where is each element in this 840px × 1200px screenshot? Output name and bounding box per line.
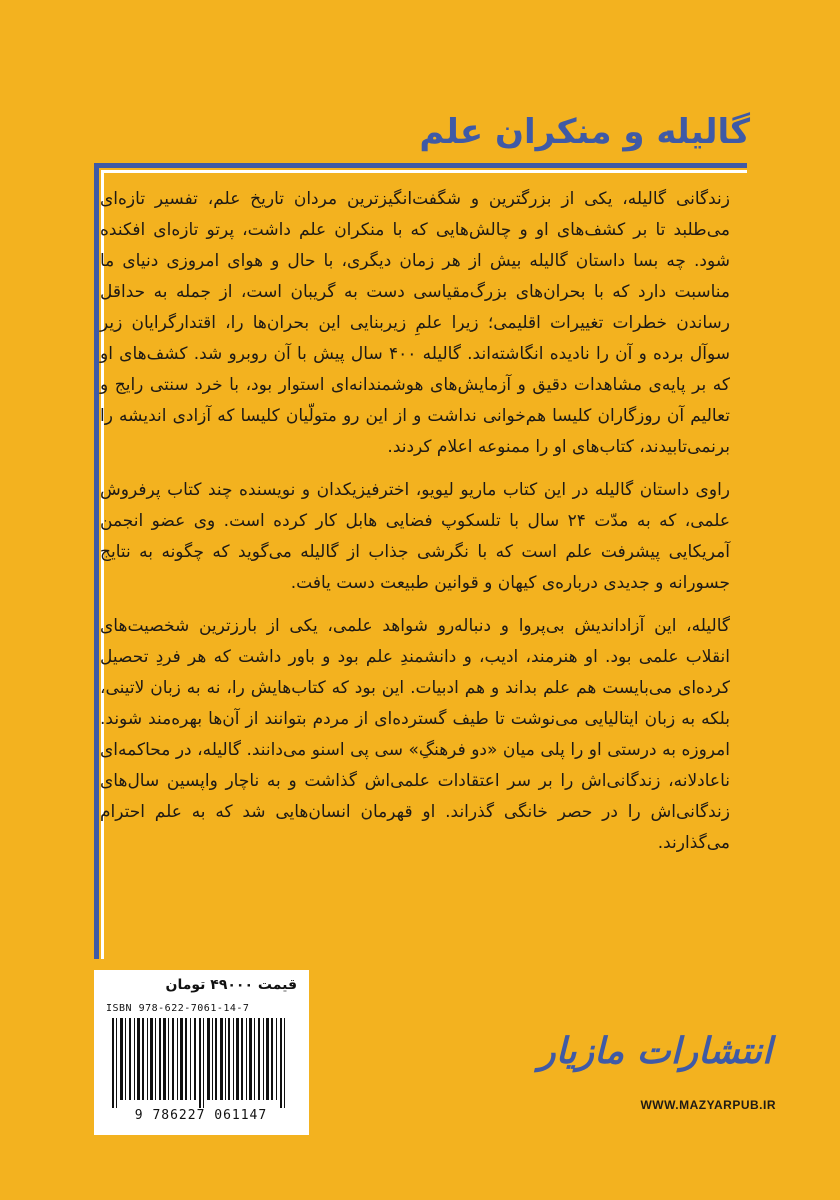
barcode-number: 9 786227 061147 <box>134 1108 268 1123</box>
book-title: گالیله و منکران علم <box>419 112 750 152</box>
publisher-logo: انتشارات مازیار <box>538 1030 772 1072</box>
blurb-paragraph-3: گالیله، این آزاداندیش بی‌پروا و دنباله‌رو شواهد علمی، یکی از بارزترین شخصیت‌های انقلاب علمی بود. او هنرمند، ادیب، و دانشمندِ علم بود و باور داشت که هر فردِ تحصیل کرده‌ای می‌بایست هم علم بداند و هم ادبیات. این بود که کتاب‌هایش را، نه به زبان لاتینی، بلکه به زبان ایتالیایی می‌نوشت تا طیف گسترده‌ای از مردم بتوانند از آن‌ها بهره‌مند شوند. امروزه به درستی او را پلی میان «دو فرهنگِ» سی پی اسنو می‌دانند. گالیله، در محاکمه‌ای ناعادلانه، زندگانی‌اش را بر سر اعتقادات علمی‌اش گذاشت و به ناچار واپسین سال‌های زندگانی‌اش را در حصر خانگی گذراند. او قهرمان انسان‌هایی شد که به علم احترام می‌گذارند. <box>100 616 730 853</box>
frame-top-white-line <box>101 170 747 173</box>
frame-left-blue-line <box>94 163 99 959</box>
barcode-panel <box>94 970 309 1135</box>
blurb-text <box>100 184 730 871</box>
isbn-label: ISBN 978-622-7061-14-7 <box>106 1003 250 1014</box>
publisher-website: WWW.MAZYARPUB.IR <box>640 1098 776 1112</box>
blurb-paragraph-1: زندگانی گالیله، یکی از بزرگترین و شگفت‌انگیزترین مردان تاریخ علم، تفسیر تازه‌ای می‌طلبد تا بر کشف‌های او و چالش‌هایی که با منکران علم داشت، پرتو تازه‌ای افکنده شود. چه بسا داستان گالیله بیش از هر زمان دیگری، با حال و هوای امروزی دنیای ما مناسبت دارد که با بحران‌های بزرگ‌مقیاسی دست به گریبان است، از جمله به حداقل رساندن خطرات تغییرات اقلیمی؛ زیرا علمِ زیربنایی این بحران‌ها را، اقتدارگرایان زیر سوآل برده و آن را نادیده انگاشته‌اند. گالیله ۴۰۰ سال پیش با آن روبرو شد. کشف‌های او که بر پایه‌ی مشاهدات دقیق و آزمایش‌های هوشمندانه‌ای استوار بود، با خرد سنتی رایج و تعالیم آن روزگاران کلیسا هم‌خوانی نداشت و از این رو متولّیان کلیسا که آزادی اندیشه را برنمی‌تابیدند، کتاب‌های او را ممنوعه اعلام کردند. <box>100 189 730 457</box>
price-label: قیمت ۴۹۰۰۰ تومان <box>165 977 297 993</box>
frame-top-blue-line <box>94 163 747 168</box>
blurb-paragraph-2: راوی داستان گالیله در این کتاب ماریو لیویو، اخترفیزیکدان و نویسنده چند کتاب پرفروش علمی، که به مدّت ۲۴ سال با تلسکوپ فضایی هابل کار کرده است. وی عضو انجمن آمریکایی پیشرفت علم است که با نگرشی جذاب از گالیله می‌گوید که چگونه به نتایج جسورانه و جدیدی درباره‌ی کیهان و قوانین طبیعت دست یافت. <box>100 480 730 593</box>
barcode-icon <box>106 1018 296 1108</box>
